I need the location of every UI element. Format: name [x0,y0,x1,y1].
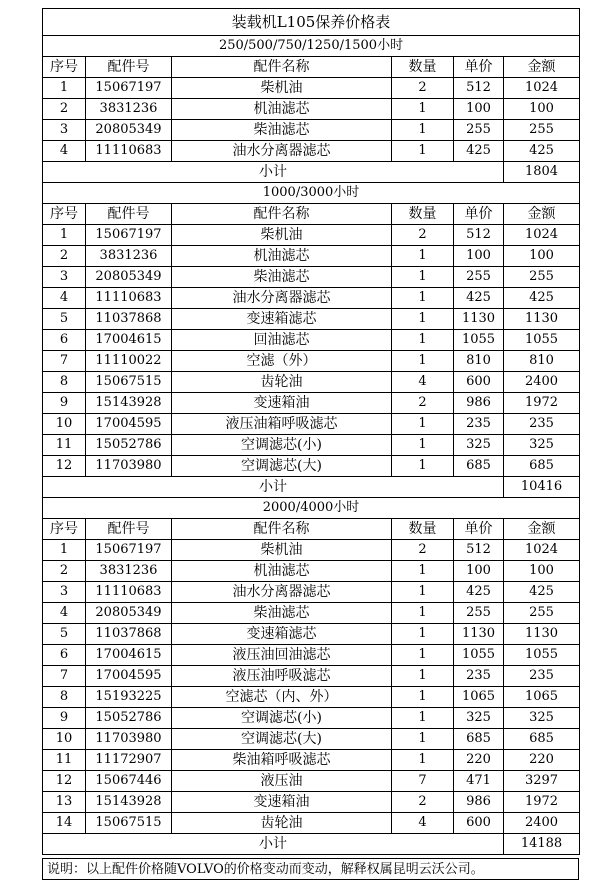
part-name: 变速箱油 [172,792,392,813]
quantity: 2 [392,225,454,246]
section-interval: 2000/4000小时 [43,498,580,519]
section-interval: 1000/3000小时 [43,183,580,204]
part-name: 柴机油 [172,78,392,99]
col-amount: 金额 [504,57,580,78]
table-row [43,792,580,813]
row-index: 8 [43,687,86,708]
part-name: 柴机油 [172,540,392,561]
amount: 100 [504,246,580,267]
quantity: 1 [392,246,454,267]
amount: 235 [504,666,580,687]
row-index: 4 [43,141,86,162]
unit-price: 512 [454,225,504,246]
table-row [43,603,580,624]
part-name: 机油滤芯 [172,246,392,267]
part-name: 液压油回油滤芯 [172,645,392,666]
row-index: 3 [43,267,86,288]
part-name: 柴油滤芯 [172,267,392,288]
part-name: 空调滤芯(大) [172,456,392,477]
amount: 1065 [504,687,580,708]
table-row [43,645,580,666]
quantity: 1 [392,561,454,582]
part-name: 齿轮油 [172,372,392,393]
amount: 100 [504,99,580,120]
table-row [43,141,580,162]
col-unit-price: 单价 [454,519,504,540]
price-table [42,8,580,855]
row-index: 2 [43,561,86,582]
unit-price: 235 [454,666,504,687]
part-name: 液压油呼吸滤芯 [172,666,392,687]
section-interval-row [43,498,580,519]
amount: 220 [504,750,580,771]
part-number: 3831236 [86,561,172,582]
quantity: 1 [392,141,454,162]
col-quantity: 数量 [392,519,454,540]
table-row [43,393,580,414]
amount: 1024 [504,540,580,561]
section-interval-row [43,36,580,57]
table-row [43,435,580,456]
part-name: 柴油滤芯 [172,120,392,141]
amount: 100 [504,561,580,582]
unit-price: 810 [454,351,504,372]
table-row [43,813,580,834]
quantity: 1 [392,435,454,456]
unit-price: 255 [454,120,504,141]
table-row [43,456,580,477]
amount: 425 [504,582,580,603]
amount: 255 [504,603,580,624]
part-number: 17004615 [86,330,172,351]
part-number: 3831236 [86,246,172,267]
table-row [43,351,580,372]
unit-price: 1065 [454,687,504,708]
col-amount: 金额 [504,204,580,225]
row-index: 14 [43,813,86,834]
part-number: 15143928 [86,792,172,813]
part-number: 15052786 [86,435,172,456]
amount: 325 [504,708,580,729]
part-number: 3831236 [86,99,172,120]
unit-price: 255 [454,267,504,288]
part-name: 液压油箱呼吸滤芯 [172,414,392,435]
part-name: 空调滤芯(小) [172,435,392,456]
part-number: 15067197 [86,540,172,561]
table-row [43,729,580,750]
amount: 425 [504,288,580,309]
part-number: 17004615 [86,645,172,666]
unit-price: 425 [454,141,504,162]
part-number: 11110683 [86,288,172,309]
amount: 1055 [504,330,580,351]
subtotal-label: 小计 [43,162,504,183]
section-interval: 250/500/750/1250/1500小时 [43,36,580,57]
row-index: 6 [43,645,86,666]
part-name: 机油滤芯 [172,99,392,120]
unit-price: 100 [454,99,504,120]
quantity: 1 [392,351,454,372]
quantity: 1 [392,120,454,141]
table-row [43,120,580,141]
table-row [43,750,580,771]
part-number: 15067446 [86,771,172,792]
part-name: 变速箱油 [172,393,392,414]
table-row [43,666,580,687]
unit-price: 1055 [454,330,504,351]
table-row [43,561,580,582]
amount: 1024 [504,78,580,99]
section-interval-row [43,183,580,204]
table-row [43,372,580,393]
row-index: 9 [43,708,86,729]
part-name: 空滤芯（内、外） [172,687,392,708]
col-amount: 金额 [504,519,580,540]
row-index: 1 [43,225,86,246]
unit-price: 986 [454,792,504,813]
amount: 3297 [504,771,580,792]
col-part-number: 配件号 [86,57,172,78]
row-index: 9 [43,393,86,414]
quantity: 1 [392,288,454,309]
col-part-number: 配件号 [86,519,172,540]
unit-price: 425 [454,288,504,309]
part-number: 11037868 [86,624,172,645]
unit-price: 1130 [454,309,504,330]
subtotal-label: 小计 [43,834,504,855]
quantity: 1 [392,582,454,603]
quantity: 2 [392,540,454,561]
quantity: 7 [392,771,454,792]
row-index: 2 [43,99,86,120]
part-number: 15193225 [86,687,172,708]
amount: 235 [504,414,580,435]
unit-price: 220 [454,750,504,771]
unit-price: 986 [454,393,504,414]
table-row [43,330,580,351]
table-row [43,582,580,603]
unit-price: 1055 [454,645,504,666]
row-index: 3 [43,120,86,141]
part-number: 11037868 [86,309,172,330]
amount: 255 [504,267,580,288]
col-index: 序号 [43,519,86,540]
unit-price: 600 [454,372,504,393]
table-row [43,288,580,309]
part-number: 15067515 [86,813,172,834]
unit-price: 425 [454,582,504,603]
part-number: 17004595 [86,414,172,435]
quantity: 4 [392,813,454,834]
row-index: 4 [43,603,86,624]
col-part-number: 配件号 [86,204,172,225]
amount: 1130 [504,309,580,330]
quantity: 1 [392,624,454,645]
column-header-row [43,204,580,225]
unit-price: 255 [454,603,504,624]
col-part-name: 配件名称 [172,57,392,78]
unit-price: 1130 [454,624,504,645]
part-name: 柴机油 [172,225,392,246]
row-index: 8 [43,372,86,393]
row-index: 4 [43,288,86,309]
part-number: 20805349 [86,120,172,141]
row-index: 10 [43,414,86,435]
row-index: 13 [43,792,86,813]
quantity: 1 [392,309,454,330]
part-number: 15052786 [86,708,172,729]
part-number: 15067197 [86,78,172,99]
row-index: 2 [43,246,86,267]
quantity: 4 [392,372,454,393]
unit-price: 325 [454,708,504,729]
amount: 1024 [504,225,580,246]
part-number: 11703980 [86,456,172,477]
part-number: 11110683 [86,582,172,603]
row-index: 1 [43,78,86,99]
unit-price: 512 [454,78,504,99]
part-name: 柴油箱呼吸滤芯 [172,750,392,771]
row-index: 3 [43,582,86,603]
amount: 685 [504,729,580,750]
table-row [43,540,580,561]
quantity: 1 [392,456,454,477]
part-name: 油水分离器滤芯 [172,288,392,309]
table-row [43,246,580,267]
col-index: 序号 [43,204,86,225]
unit-price: 100 [454,246,504,267]
unit-price: 512 [454,540,504,561]
table-row [43,78,580,99]
table-row [43,624,580,645]
part-number: 17004595 [86,666,172,687]
part-number: 15067515 [86,372,172,393]
row-index: 10 [43,729,86,750]
col-part-name: 配件名称 [172,204,392,225]
amount: 1972 [504,393,580,414]
unit-price: 600 [454,813,504,834]
quantity: 2 [392,393,454,414]
quantity: 1 [392,729,454,750]
col-quantity: 数量 [392,57,454,78]
row-index: 12 [43,771,86,792]
unit-price: 685 [454,729,504,750]
part-name: 油水分离器滤芯 [172,582,392,603]
table-row [43,267,580,288]
part-name: 变速箱滤芯 [172,624,392,645]
part-name: 空调滤芯(小) [172,708,392,729]
table-row [43,414,580,435]
part-number: 15143928 [86,393,172,414]
unit-price: 685 [454,456,504,477]
quantity: 2 [392,78,454,99]
part-name: 变速箱滤芯 [172,309,392,330]
subtotal-amount: 1804 [504,162,580,183]
part-name: 液压油 [172,771,392,792]
quantity: 1 [392,645,454,666]
subtotal-row [43,477,580,498]
col-quantity: 数量 [392,204,454,225]
amount: 325 [504,435,580,456]
row-index: 7 [43,666,86,687]
part-number: 20805349 [86,603,172,624]
part-name: 空滤（外） [172,351,392,372]
quantity: 1 [392,666,454,687]
col-unit-price: 单价 [454,204,504,225]
footnote: 说明：以上配件价格随VOLVO的价格变动而变动，解释权属昆明云沃公司。 [42,858,579,880]
amount: 1130 [504,624,580,645]
column-header-row [43,57,580,78]
table-row [43,708,580,729]
col-index: 序号 [43,57,86,78]
table-title: 装载机L105保养价格表 [43,9,580,36]
amount: 2400 [504,372,580,393]
part-name: 柴油滤芯 [172,603,392,624]
part-name: 机油滤芯 [172,561,392,582]
table-row [43,225,580,246]
part-number: 11110683 [86,141,172,162]
quantity: 1 [392,603,454,624]
amount: 810 [504,351,580,372]
quantity: 1 [392,708,454,729]
row-index: 5 [43,624,86,645]
row-index: 6 [43,330,86,351]
part-number: 11110022 [86,351,172,372]
quantity: 1 [392,687,454,708]
row-index: 11 [43,435,86,456]
part-name: 齿轮油 [172,813,392,834]
quantity: 1 [392,750,454,771]
part-number: 20805349 [86,267,172,288]
subtotal-label: 小计 [43,477,504,498]
unit-price: 100 [454,561,504,582]
amount: 255 [504,120,580,141]
quantity: 1 [392,330,454,351]
row-index: 7 [43,351,86,372]
table-row [43,309,580,330]
subtotal-row [43,162,580,183]
part-number: 15067197 [86,225,172,246]
amount: 685 [504,456,580,477]
quantity: 2 [392,792,454,813]
unit-price: 235 [454,414,504,435]
table-row [43,687,580,708]
row-index: 5 [43,309,86,330]
part-name: 空调滤芯(大) [172,729,392,750]
col-part-name: 配件名称 [172,519,392,540]
col-unit-price: 单价 [454,57,504,78]
subtotal-amount: 14188 [504,834,580,855]
quantity: 1 [392,99,454,120]
row-index: 12 [43,456,86,477]
table-row [43,771,580,792]
amount: 2400 [504,813,580,834]
part-name: 回油滤芯 [172,330,392,351]
part-name: 油水分离器滤芯 [172,141,392,162]
unit-price: 471 [454,771,504,792]
unit-price: 325 [454,435,504,456]
quantity: 1 [392,414,454,435]
part-number: 11703980 [86,729,172,750]
quantity: 1 [392,267,454,288]
column-header-row [43,519,580,540]
subtotal-amount: 10416 [504,477,580,498]
subtotal-row [43,834,580,855]
table-row [43,99,580,120]
row-index: 1 [43,540,86,561]
row-index: 11 [43,750,86,771]
part-number: 11172907 [86,750,172,771]
amount: 1972 [504,792,580,813]
amount: 1055 [504,645,580,666]
amount: 425 [504,141,580,162]
